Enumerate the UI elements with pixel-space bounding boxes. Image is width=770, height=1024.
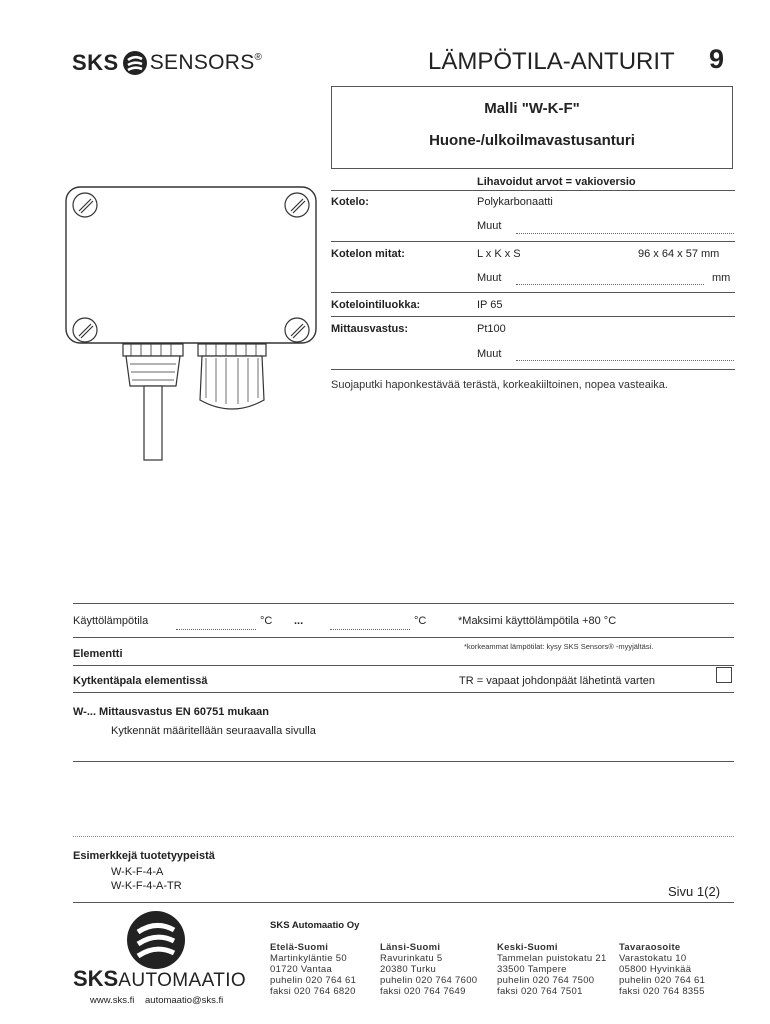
kotelo-other-field[interactable] [516,233,734,234]
office-name: Etelä-Suomi [270,942,329,953]
office-street: Varastokatu 10 [619,953,687,964]
mitat-label: Kotelon mitat: [331,248,405,260]
model-box [331,86,733,169]
mitat-dims: L x K x S [477,248,521,260]
office-fax: faksi 020 764 6820 [270,986,356,997]
office-column [497,942,617,997]
order-rule-top [73,603,734,604]
examples-heading: Esimerkkejä tuotetyypeistä [73,850,215,862]
brand-sks: SKS [72,50,119,75]
order-rule-2 [73,637,734,638]
office-phone: puhelin 020 764 61 [619,975,706,986]
temp-max-field[interactable] [330,629,410,630]
order-rule-4 [73,692,734,693]
sks-swirl-logo-large [126,910,186,970]
temp-label: Käyttölämpötila [73,615,149,627]
office-phone: puhelin 020 764 7600 [380,975,478,986]
company-name: SKS Automaatio Oy [270,920,360,931]
example-item: W-K-F-4-A [111,866,164,878]
high-temp-note: *korkeammat lämpötilat: kysy SKS Sensors® -myyjältäsi. [464,642,654,651]
office-name: Keski-Suomi [497,942,558,953]
brand-sensors: SENSORS [149,51,255,74]
footer-brand-automaatio: AUTOMAATIO [118,970,247,991]
spec-rule-4 [331,316,735,317]
example-item: W-K-F-4-A-TR [111,880,182,892]
office-city: 05800 Hyvinkää [619,964,692,975]
chapter-number: 9 [709,44,725,74]
office-street: Tammelan puistokatu 21 [497,953,607,964]
office-fax: faksi 020 764 7501 [497,986,583,997]
order-rule-3 [73,665,734,666]
footer-email-link[interactable]: automaatio@sks.fi [145,995,224,1006]
footer-brand-sks: SKS [73,966,119,991]
max-temp-note: *Maksimi käyttölämpötila +80 °C [458,615,617,627]
examples-rule [73,836,734,837]
office-fax: faksi 020 764 8355 [619,986,705,997]
spec-note: Suojaputki haponkestävää terästä, korkeakiiltoinen, nopea vasteaika. [331,379,668,391]
office-street: Ravurinkatu 5 [380,953,443,964]
office-name: Länsi-Suomi [380,942,441,953]
office-column [270,942,380,997]
kytkentapala-label: Kytkentäpala elementissä [73,675,208,687]
mitat-value: 96 x 64 x 57 mm [638,248,720,260]
office-phone: puhelin 020 764 7500 [497,975,595,986]
tr-checkbox[interactable] [716,667,732,683]
temp-ellipsis: ... [294,615,304,627]
temp-min-field[interactable] [176,629,256,630]
spec-rule-3 [331,292,735,293]
luokka-label: Kotelointiluokka: [331,299,421,311]
order-rule-5 [73,761,734,762]
brand-logo [72,48,262,78]
temp-unit-2: °C [414,615,427,627]
sensor-enclosure-drawing [60,186,322,466]
footer-rule [73,902,734,903]
sks-swirl-icon [122,50,148,76]
office-city: 33500 Tampere [497,964,567,975]
kotelo-other-label: Muut [477,220,502,232]
office-column [619,942,739,997]
luokka-value: IP 65 [477,299,503,311]
spec-rule-top [331,190,735,191]
elementti-label: Elementti [73,648,123,660]
office-city: 01720 Vantaa [270,964,333,975]
kotelo-value: Polykarbonaatti [477,196,553,208]
spec-rule-5 [331,369,735,370]
footer-web-link[interactable]: www.sks.fi [90,995,135,1006]
office-column [380,942,495,997]
office-city: 20380 Turku [380,964,437,975]
temp-unit-1: °C [260,615,273,627]
office-name: Tavaraosoite [619,942,681,953]
page-title: LÄMPÖTILA-ANTURIT [428,48,675,75]
model-name: Malli "W-K-F" [484,100,580,117]
kotelo-label: Kotelo: [331,196,369,208]
vastus-other-label: Muut [477,348,502,360]
w-subtitle: Kytkennät määritellään seuraavalla sivulla [111,725,316,737]
spec-heading: Lihavoidut arvot = vakioversio [477,176,636,188]
mitat-other-label: Muut [477,272,502,284]
mitat-unit: mm [712,272,731,284]
office-fax: faksi 020 764 7649 [380,986,466,997]
brand-registered: ® [254,52,262,63]
w-title: W-... Mittausvastus EN 60751 mukaan [73,706,270,718]
vastus-other-field[interactable] [516,360,734,361]
office-phone: puhelin 020 764 61 [270,975,357,986]
vastus-value: Pt100 [477,323,506,335]
model-subtitle: Huone-/ulkoilmavastusanturi [429,132,635,149]
vastus-label: Mittausvastus: [331,323,409,335]
spec-rule-2 [331,241,735,242]
mitat-other-field[interactable] [516,284,704,285]
footer-brand [73,966,246,992]
page-number: Sivu 1(2) [668,884,721,899]
tr-note: TR = vapaat johdonpäät lähetintä varten [459,675,655,687]
office-street: Martinkyläntie 50 [270,953,347,964]
